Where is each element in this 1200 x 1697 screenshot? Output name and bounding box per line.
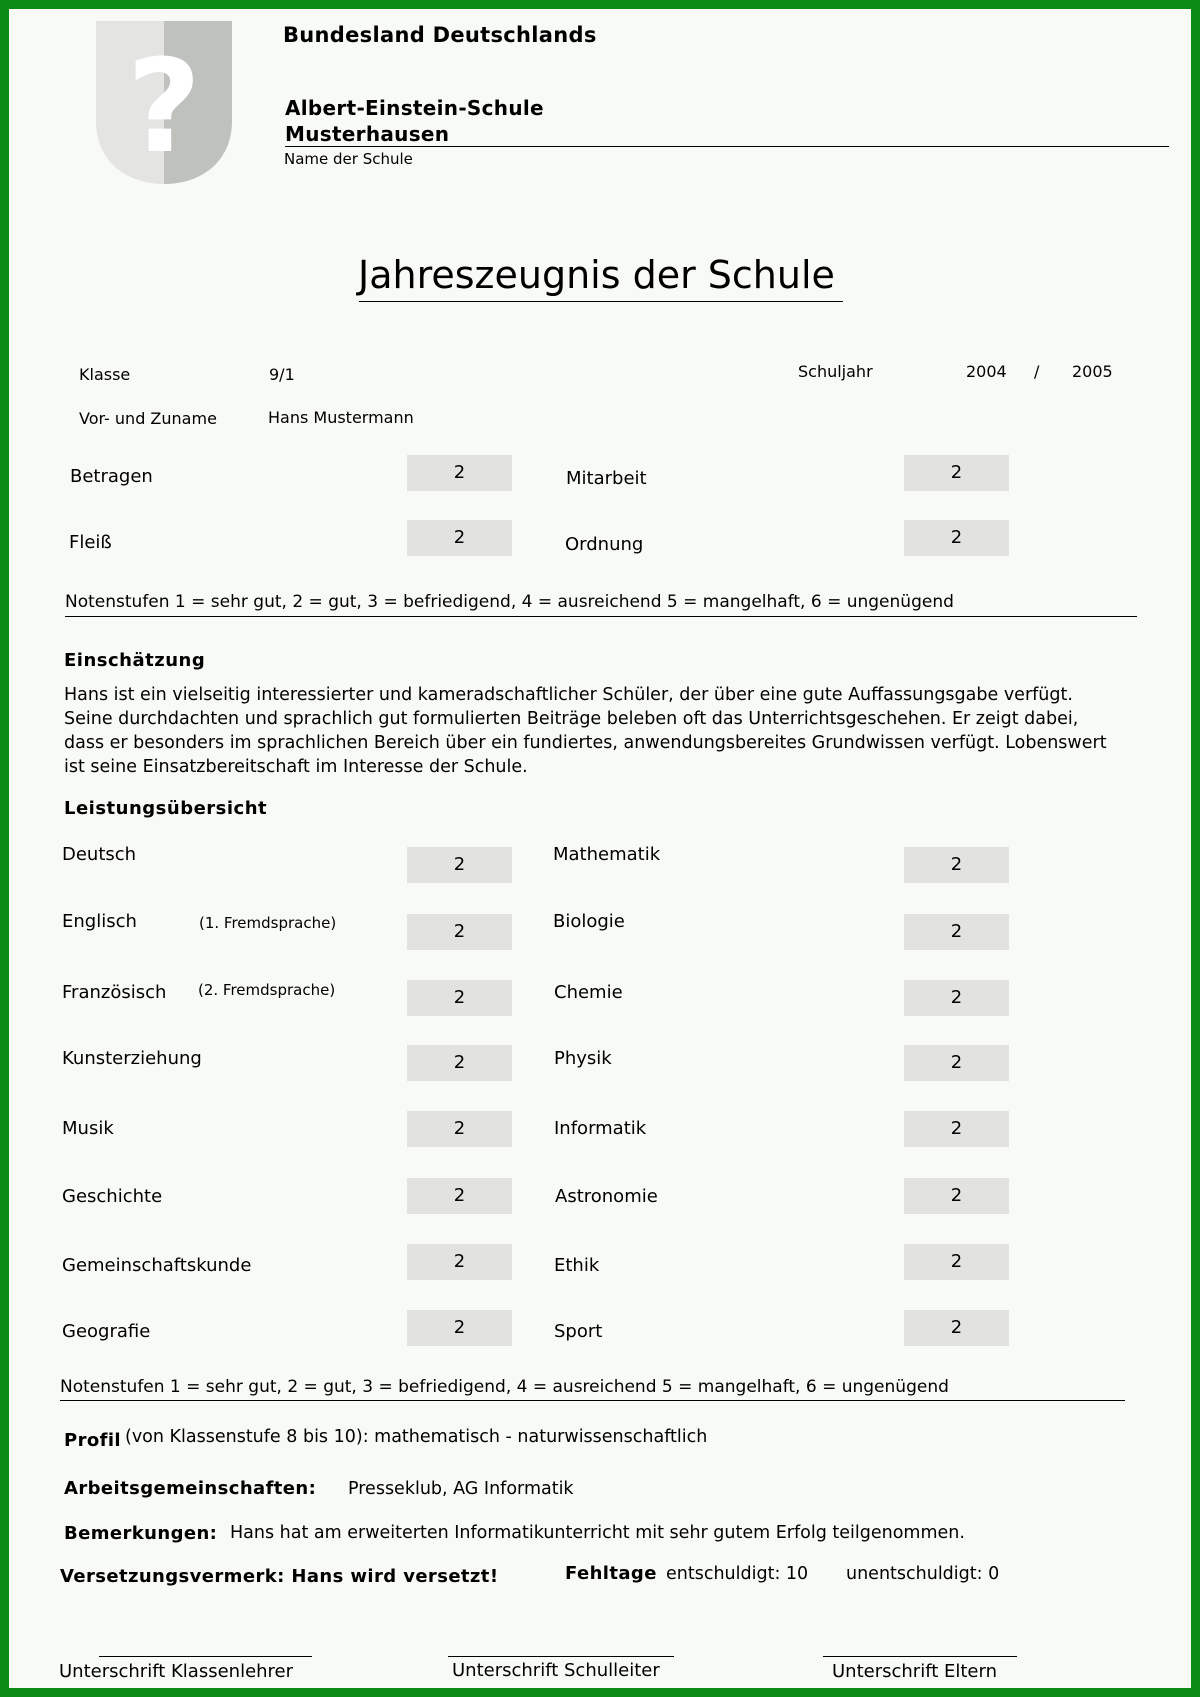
remarks-text: Hans hat am erweiterten Informatikunterricht mit sehr gutem Erfolg teilgenommen. [230,1523,965,1543]
name-value: Hans Mustermann [268,408,414,427]
school-year-separator: / [1034,362,1040,381]
subject-note: (1. Fremdsprache) [199,914,337,932]
subject-label: Geschichte [62,1186,163,1207]
crest-question-mark: ? [126,33,202,182]
grade-scale-note: Notenstufen 1 = sehr gut, 2 = gut, 3 = befriedigend, 4 = ausreichend 5 = mangelhaft, 6 = ungenügend [65,592,954,612]
conduct-label: Betragen [70,466,153,487]
principal-signature-label: Unterschrift Schulleiter [452,1660,660,1681]
class-label: Klasse [79,365,131,384]
subject-grade: 2 [904,1244,1009,1280]
subject-grade: 2 [904,1310,1009,1346]
subject-grade: 2 [407,1244,512,1280]
subject-grade: 2 [407,980,512,1016]
subject-grade: 2 [407,1111,512,1147]
subject-label: Sport [554,1321,603,1342]
school-name [285,95,544,147]
assessment-text: Hans ist ein vielseitig interessierter und kameradschaftlicher Schüler, der über eine gute Auffassungsgabe verfügt. Seine durchdachten und sprachlich gut formulierten Beiträge beleben oft das Unterrichtsgeschehen. Er zeigt dabei, dass er besonders im sprachlichen Bereich über ein fundiertes, anwendungsbereites Grundwissen verfügt. Lobenswert ist seine Einsatzbereitschaft im Interesse der Schule. [64,685,1107,777]
promotion-note: Versetzungsvermerk: Hans wird versetzt! [60,1566,499,1587]
teacher-signature-label: Unterschrift Klassenlehrer [59,1661,294,1682]
subject-grade: 2 [904,914,1009,950]
subject-label: Kunsterziehung [62,1048,202,1069]
grade-scale-note: Notenstufen 1 = sehr gut, 2 = gut, 3 = befriedigend, 4 = ausreichend 5 = mangelhaft, 6 = ungenügend [60,1377,949,1397]
subject-label: Biologie [553,911,625,932]
profile-text: (von Klassenstufe 8 bis 10): mathematisch - naturwissenschaftlich [125,1427,708,1447]
school-name-caption: Name der Schule [284,150,413,168]
subject-grade: 2 [407,1045,512,1081]
school-year-label: Schuljahr [798,362,873,381]
subject-label: Ethik [554,1255,600,1276]
subject-label: Deutsch [62,844,137,865]
class-value: 9/1 [269,365,295,384]
principal-signature-line [448,1656,674,1657]
subject-label: Geografie [62,1321,151,1342]
subject-label: Französisch [62,982,167,1003]
subject-grade: 2 [407,1310,512,1346]
grade-scale-underline [65,616,1137,617]
subject-grade: 2 [904,980,1009,1016]
absences-unexcused: unentschuldigt: 0 [846,1564,1000,1584]
name-label: Vor- und Zuname [79,409,217,428]
conduct-grade: 2 [407,455,512,491]
absences-label: Fehltage [565,1563,657,1584]
subject-label: Informatik [554,1118,647,1139]
participation-grade: 2 [904,455,1009,491]
subject-grade: 2 [904,1111,1009,1147]
subject-label: Astronomie [555,1186,658,1207]
remarks-label: Bemerkungen: [64,1523,218,1544]
state-name: Bundesland Deutschlands [283,23,597,47]
grade-scale-underline [60,1400,1125,1401]
subject-label: Musik [62,1118,114,1139]
subject-label: Physik [554,1048,612,1069]
order-label: Ordnung [565,534,644,555]
subject-label: Gemeinschaftskunde [62,1255,252,1276]
diligence-grade: 2 [407,520,512,556]
subject-grade: 2 [407,1178,512,1214]
school-name-line1: Albert-Einstein-Schule [285,96,544,120]
subject-grade: 2 [407,914,512,950]
subject-grade: 2 [904,1045,1009,1081]
subject-note: (2. Fremdsprache) [198,981,336,999]
assessment-heading: Einschätzung [64,650,206,671]
order-grade: 2 [904,520,1009,556]
subject-label: Englisch [62,911,137,932]
school-year-from: 2004 [966,362,1007,381]
subject-label: Mathematik [553,844,661,865]
subject-grade: 2 [904,1178,1009,1214]
clubs-text: Presseklub, AG Informatik [348,1479,574,1499]
absences-excused: entschuldigt: 10 [666,1564,809,1584]
school-name-underline [285,146,1169,147]
performance-heading: Leistungsübersicht [64,798,268,819]
clubs-label: Arbeitsgemeinschaften: [64,1478,317,1499]
teacher-signature-line [99,1656,312,1657]
school-year-to: 2005 [1072,362,1113,381]
document-title: Jahreszeugnis der Schule [358,253,835,297]
diligence-label: Fleiß [69,532,112,553]
coat-of-arms-placeholder [96,21,232,184]
title-underline [359,301,843,302]
school-name-line2: Musterhausen [285,122,450,146]
profile-label: Profil [64,1430,122,1451]
parents-signature-line [823,1656,1017,1657]
subject-label: Chemie [554,982,623,1003]
subject-grade: 2 [407,847,512,883]
participation-label: Mitarbeit [566,468,647,489]
parents-signature-label: Unterschrift Eltern [832,1661,997,1682]
subject-grade: 2 [904,847,1009,883]
